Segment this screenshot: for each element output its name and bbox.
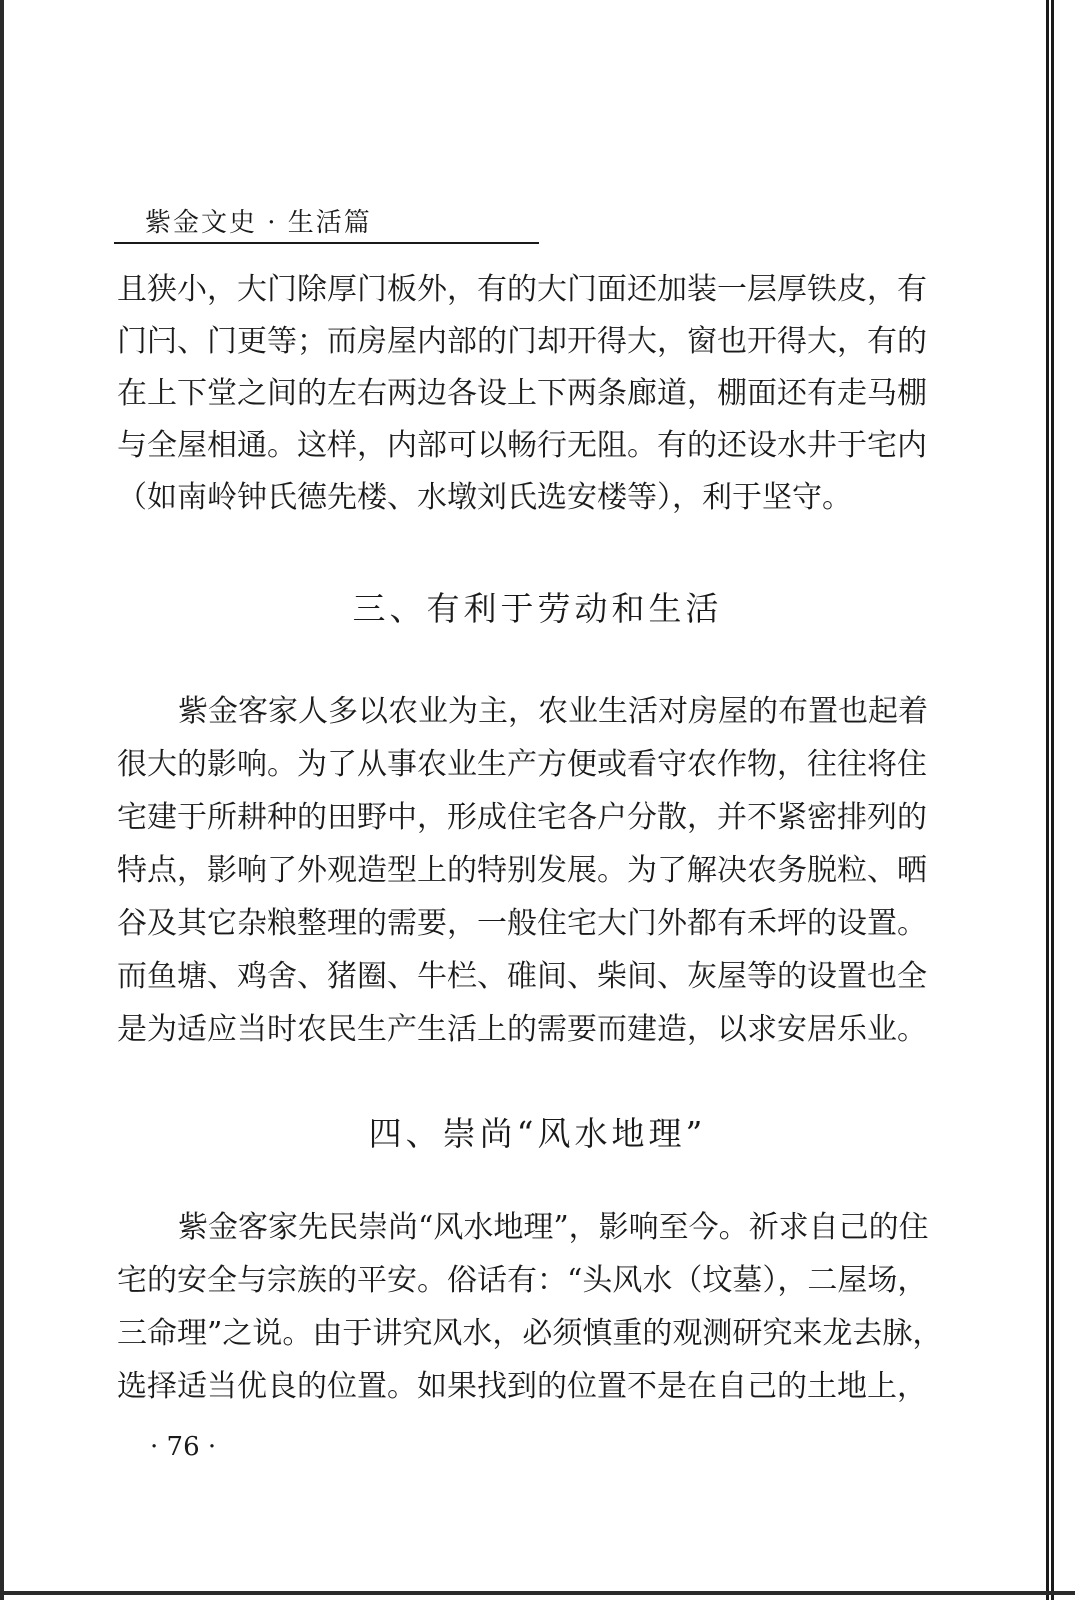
body-line: 选择适当优良的位置。如果找到的位置不是在自己的土地上， [117, 1369, 927, 1404]
running-head: 紫金文史 · 生活篇 [145, 208, 372, 238]
body-line: 很大的影响。为了从事农业生产方便或看守农作物，往往将住 [117, 747, 927, 782]
body-line: 是为适应当时农民生产生活上的需要而建造，以求安居乐业。 [117, 1012, 927, 1047]
body-line: 与全屋相通。这样，内部可以畅行无阻。有的还设水井于宅内 [117, 428, 927, 463]
scan-border-bottom [0, 1591, 1075, 1595]
section-heading-3: 三、有利于劳动和生活 [352, 589, 723, 628]
body-line: 紫金客家人多以农业为主，农业生活对房屋的布置也起着 [178, 694, 928, 729]
body-line: （如南岭钟氏德先楼、水墩刘氏选安楼等），利于坚守。 [117, 480, 852, 515]
body-line: 谷及其它杂粮整理的需要，一般住宅大门外都有禾坪的设置。 [117, 906, 927, 941]
body-line: 且狭小，大门除厚门板外，有的大门面还加装一层厚铁皮，有 [117, 272, 927, 307]
scan-border-left [0, 0, 4, 1600]
body-line: 三命理”之说。由于讲究风水，必须慎重的观测研究来龙去脉， [117, 1316, 943, 1351]
body-line: 宅建于所耕种的田野中，形成住宅各户分散，并不紧密排列的 [117, 800, 927, 835]
section-heading-4: 四、崇尚“风水地理” [368, 1114, 707, 1153]
scan-border-right [1046, 0, 1054, 1600]
body-line: 宅的安全与宗族的平安。俗话有：“头风水（坟墓），二屋场， [117, 1263, 928, 1298]
body-line: 紫金客家先民崇尚“风水地理”，影响至今。祈求自己的住 [178, 1210, 929, 1245]
body-line: 门闩、门更等；而房屋内部的门却开得大，窗也开得大，有的 [117, 324, 927, 359]
body-line: 特点，影响了外观造型上的特别发展。为了解决农务脱粒、晒 [117, 853, 927, 888]
body-line: 在上下堂之间的左右两边各设上下两条廊道，棚面还有走马棚 [117, 376, 927, 411]
page-number: · 76 · [150, 1432, 217, 1462]
body-line: 而鱼塘、鸡舍、猪圈、牛栏、碓间、柴间、灰屋等的设置也全 [117, 959, 927, 994]
header-rule [114, 242, 539, 244]
